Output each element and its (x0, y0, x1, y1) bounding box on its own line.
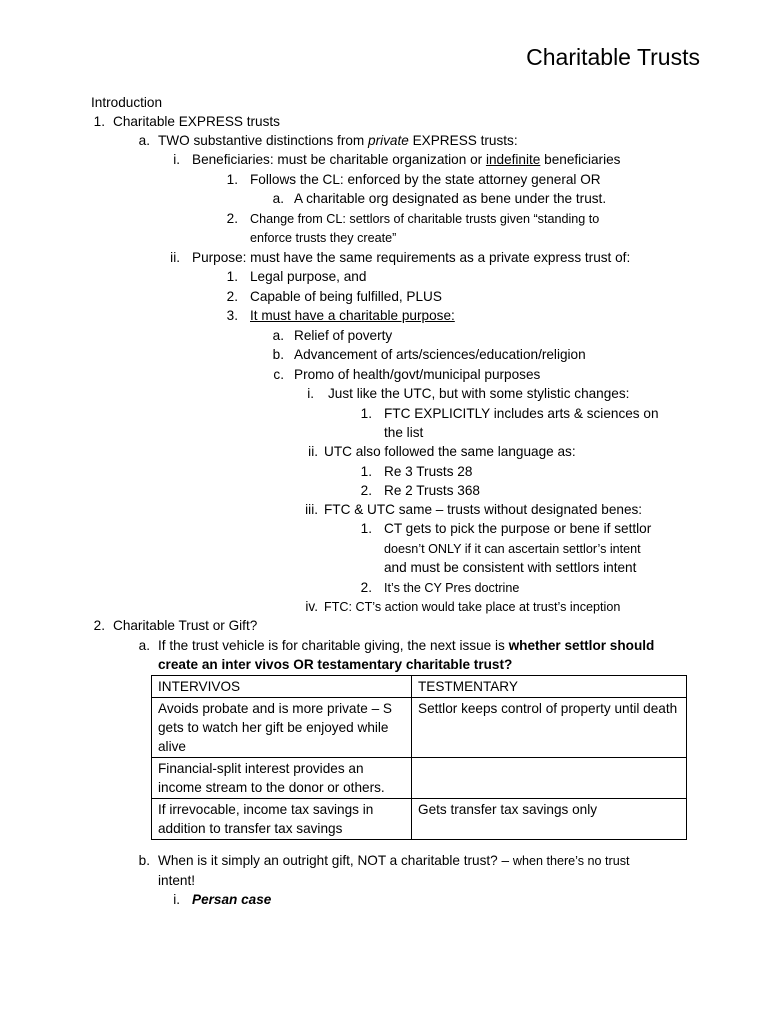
outline-text-continued: enforce trusts they create” (250, 231, 397, 245)
outline-text-continued: create an inter vivos OR testamentary charitable trust? (158, 657, 513, 672)
table-cell: Gets transfer tax savings only (412, 799, 687, 840)
outline-text: FTC & UTC same – trusts without designated benes: (324, 502, 643, 517)
list-marker: ii. (170, 250, 180, 265)
outline-text: Relief of poverty (294, 328, 393, 343)
outline-text: Promo of health/govt/municipal purposes (294, 367, 541, 382)
list-marker: i. (307, 386, 314, 401)
outline-item-1aii1 (224, 268, 366, 286)
outline-text: It’s the CY Pres doctrine (384, 581, 520, 595)
list-marker: i. (173, 152, 180, 167)
list-marker: a. (272, 191, 284, 206)
outline-item-1aii3ciii2 (358, 579, 519, 597)
outline-item-1aii3civ (300, 598, 620, 616)
outline-text: Charitable Trust or Gift? (113, 618, 258, 633)
list-marker: b. (272, 347, 284, 362)
list-marker: a. (138, 133, 150, 148)
table-cell (412, 758, 687, 799)
list-marker: 2. (226, 289, 238, 304)
outline-item-1aii3cii2 (358, 482, 480, 500)
list-marker: a. (138, 638, 150, 653)
outline-text: Change from CL: settlors of charitable trusts given “standing to (250, 212, 600, 226)
table-cell: Financial-split interest provides an income stream to the donor or others. (152, 758, 412, 799)
list-marker: 1. (226, 172, 238, 187)
outline-text: It must have a charitable purpose: (250, 308, 455, 323)
outline-text: Charitable EXPRESS trusts (113, 114, 280, 129)
outline-item-1ai (166, 151, 620, 169)
outline-item-1aii (166, 249, 630, 267)
outline-text-continued: intent! (158, 873, 196, 888)
list-marker: 1. (226, 269, 238, 284)
outline-item-2a (136, 637, 654, 655)
outline-item-1aii3c (270, 366, 540, 384)
list-marker: 1. (93, 114, 105, 129)
outline-text: When is it simply an outright gift, NOT a charitable trust? – when there’s no trust (158, 853, 630, 868)
outline-item-1aii3ci1 (358, 405, 659, 423)
list-marker: 3. (226, 308, 238, 323)
list-marker: iv. (305, 599, 318, 614)
list-marker: 2. (93, 618, 105, 633)
outline-item-1aii3ci (300, 385, 629, 403)
outline-item-1aii2 (224, 288, 442, 306)
outline-text: If the trust vehicle is for charitable giving, the next issue is whether settlor should (158, 638, 655, 653)
table-row (152, 799, 687, 840)
list-marker: iii. (305, 502, 318, 517)
list-marker: b. (138, 853, 150, 868)
table-header-cell: INTERVIVOS (152, 676, 412, 698)
outline-text: Capable of being fulfilled, PLUS (250, 289, 442, 304)
intro-heading: Introduction (91, 95, 163, 110)
list-marker: 2. (226, 211, 238, 226)
table-cell: If irrevocable, income tax savings in addition to transfer tax savings (152, 799, 412, 840)
outline-item-1aii3cii (300, 443, 576, 461)
outline-item-1aii3b (270, 346, 586, 364)
outline-text: Just like the UTC, but with some stylistic changes: (328, 386, 630, 401)
outline-item-1ai2 (224, 210, 599, 228)
outline-item-1aii3ciii (300, 501, 642, 519)
table-header-row (152, 676, 687, 698)
outline-text: FTC: CT’s action would take place at trust’s inception (324, 600, 621, 614)
outline-item-2b (136, 852, 630, 870)
outline-text-continued: the list (384, 425, 424, 440)
outline-item-1aii3cii1 (358, 463, 472, 481)
list-marker: ii. (308, 444, 318, 459)
table-row (152, 698, 687, 758)
outline-text: Legal purpose, and (250, 269, 367, 284)
list-marker: c. (273, 367, 284, 382)
outline-text: Re 2 Trusts 368 (384, 483, 480, 498)
outline-text: Purpose: must have the same requirements as a private express trust of: (192, 250, 631, 265)
table-cell: Settlor keeps control of property until death (412, 698, 687, 758)
page-title: Charitable Trusts (526, 44, 700, 70)
list-marker: i. (173, 892, 180, 907)
trust-comparison-table (151, 675, 687, 840)
outline-text-continued: doesn’t ONLY if it can ascertain settlor’s intent (384, 542, 641, 556)
outline-item-1a (136, 132, 518, 150)
outline-text: A charitable org designated as bene under the trust. (294, 191, 607, 206)
list-marker: 2. (360, 483, 372, 498)
list-marker: a. (272, 328, 284, 343)
outline-item-2bi (166, 891, 271, 909)
list-marker: 1. (360, 406, 372, 421)
outline-text: Advancement of arts/sciences/education/religion (294, 347, 586, 362)
outline-text-continued: and must be consistent with settlors intent (384, 560, 637, 575)
outline-item-1ai1 (224, 171, 601, 189)
table-row (152, 758, 687, 799)
outline-text: UTC also followed the same language as: (324, 444, 576, 459)
list-marker: 1. (360, 521, 372, 536)
outline-item-1ai1a (270, 190, 606, 208)
list-marker: 2. (360, 580, 372, 595)
outline-text: Persan case (192, 892, 272, 907)
table-header-cell: TESTMENTARY (412, 676, 687, 698)
outline-text: Re 3 Trusts 28 (384, 464, 473, 479)
outline-text: TWO substantive distinctions from private EXPRESS trusts: (158, 133, 518, 148)
outline-text: Follows the CL: enforced by the state attorney general OR (250, 172, 601, 187)
list-marker: 1. (360, 464, 372, 479)
outline-item-1aii3ciii1 (358, 520, 651, 538)
table-cell: Avoids probate and is more private – S gets to watch her gift be enjoyed while alive (152, 698, 412, 758)
outline-item-1aii3a (270, 327, 392, 345)
outline-text: Beneficiaries: must be charitable organization or indefinite beneficiaries (192, 152, 621, 167)
outline-text: FTC EXPLICITLY includes arts & sciences on (384, 406, 659, 421)
outline-item-1 (91, 113, 280, 131)
outline-item-2 (91, 617, 257, 635)
outline-text: CT gets to pick the purpose or bene if settlor (384, 521, 652, 536)
outline-item-1aii3 (224, 307, 455, 325)
